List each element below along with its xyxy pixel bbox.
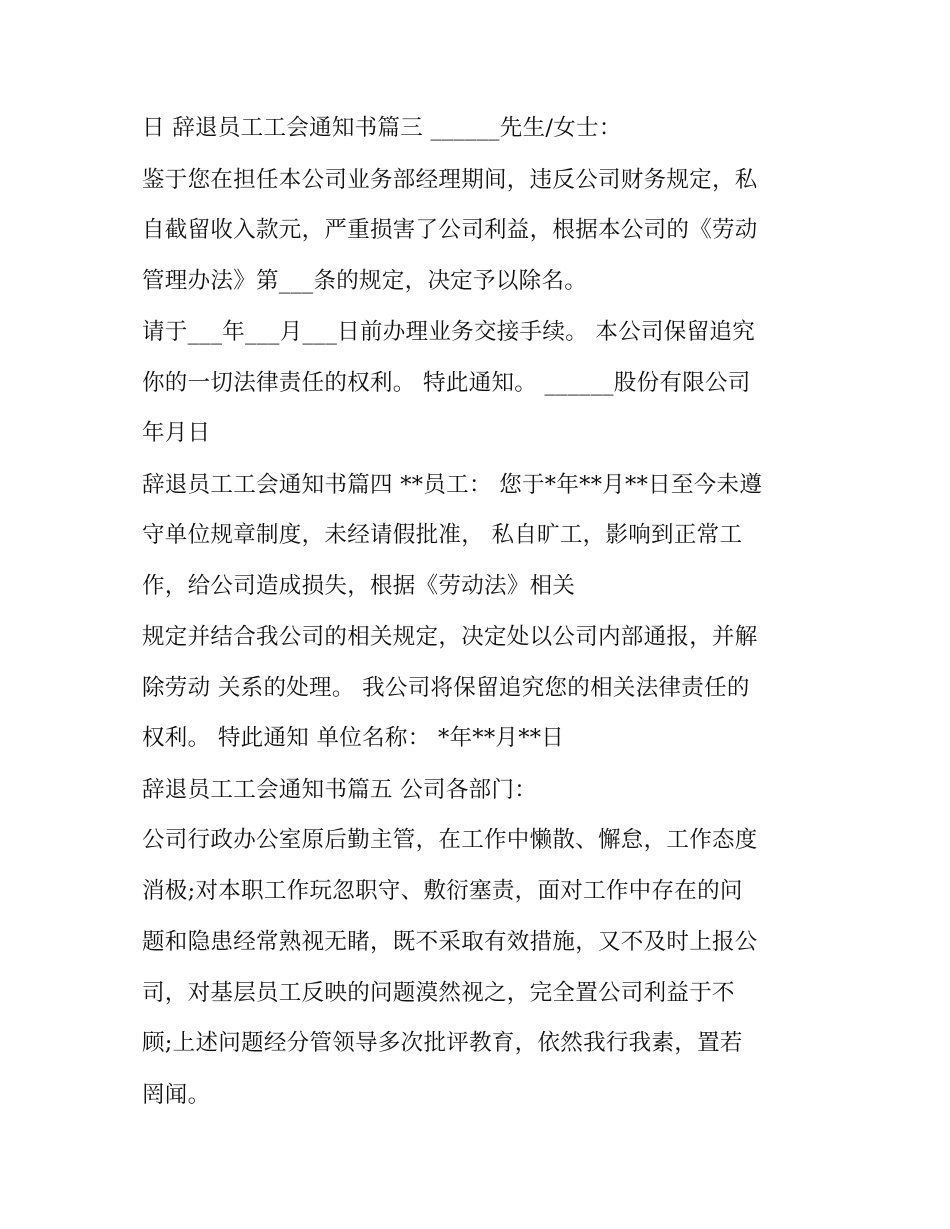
text-line-16: 消极;对本职工作玩忽职守、敷衍塞责，面对工作中存在的问 — [142, 878, 743, 904]
text-line-13: 权利。 特此通知 单位名称： *年**月**日 — [142, 725, 565, 751]
text-line-5: 请于___年___月___日前办理业务交接手续。 本公司保留追究 — [142, 319, 756, 345]
text-line-12: 除劳动 关系的处理。 我公司将保留追究您的相关法律责任的 — [142, 675, 750, 701]
text-line-1: 日 辞退员工工会通知书篇三 ______先生/女士： — [142, 115, 622, 141]
text-line-6: 你的一切法律责任的权利。 特此通知。 ______股份有限公司 — [142, 370, 751, 396]
text-line-18: 司，对基层员工反映的问题漠然视之，完全置公司利益于不 — [142, 980, 735, 1006]
text-line-4: 管理办法》第___条的规定，决定予以除名。 — [142, 268, 588, 294]
text-line-2: 鉴于您在担任本公司业务部经理期间，违反公司财务规定，私 — [142, 167, 758, 193]
text-line-19: 顾;上述问题经分管领导多次批评教育，依然我行我素，置若 — [142, 1030, 743, 1056]
text-line-11: 规定并结合我公司的相关规定，决定处以公司内部通报，并解 — [142, 624, 758, 650]
text-line-17: 题和隐患经常熟视无睹，既不采取有效措施，又不及时上报公 — [142, 929, 758, 955]
text-line-3: 自截留收入款元，严重损害了公司利益，根据本公司的《劳动 — [142, 217, 758, 243]
text-line-9: 守单位规章制度，未经请假批准， 私自旷工，影响到正常工 — [142, 522, 743, 548]
text-line-8: 辞退员工工会通知书篇四 **员工： 您于*年**月**日至今未遵 — [142, 472, 763, 498]
text-line-20: 罔闻。 — [142, 1082, 211, 1108]
text-line-10: 作，给公司造成损失，根据《劳动法》相关 — [142, 573, 576, 599]
text-line-7: 年月日 — [142, 420, 211, 446]
text-line-15: 公司行政办公室原后勤主管，在工作中懒散、懈怠，工作态度 — [142, 827, 758, 853]
text-line-14: 辞退员工工会通知书篇五 公司各部门： — [142, 777, 538, 803]
